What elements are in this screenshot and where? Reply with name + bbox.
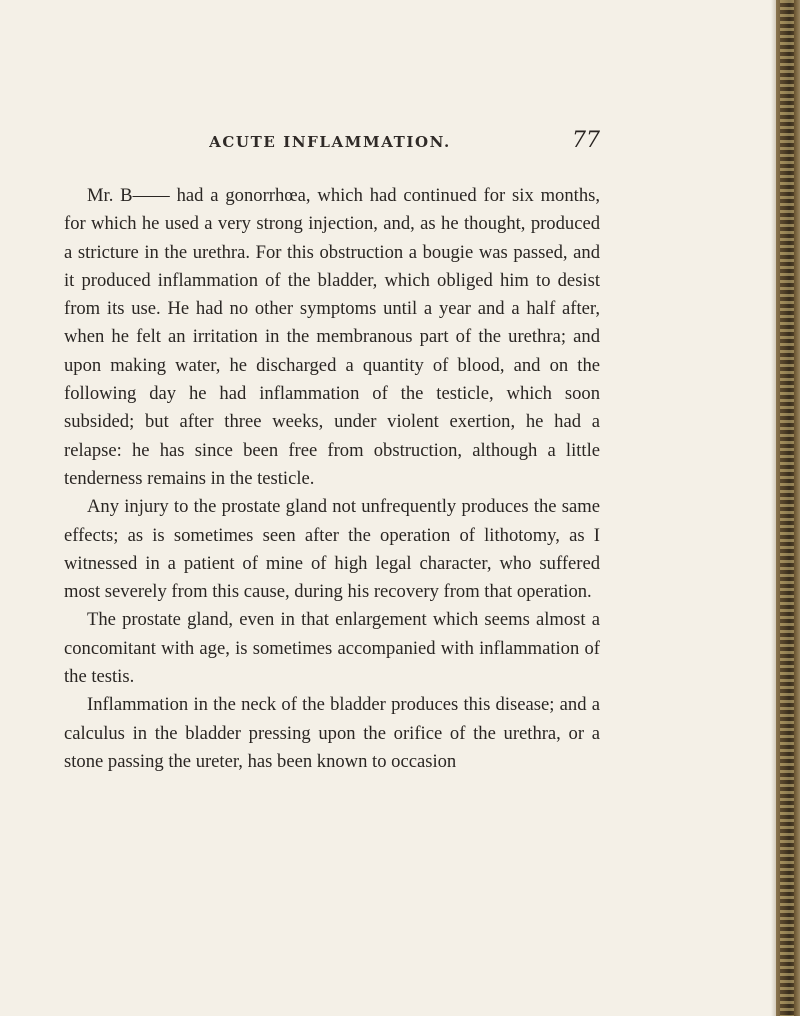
body-text — [64, 182, 600, 776]
paragraph: Any injury to the prostate gland not unfrequently produces the same effects; as is sometimes seen after the operation of lithotomy, as I witnessed in a patient of mine of high legal character, who suffered most severely from this cause, during his recovery from that operation. — [64, 496, 600, 603]
paragraph: The prostate gland, even in that enlargement which seems almost a concomitant with age, is sometimes accompanied with inflammation of the testis. — [64, 609, 600, 688]
paragraph: Inflammation in the neck of the bladder produces this disease; and a calculus in the bladder pressing upon the orifice of the urethra, or a stone passing the ureter, has been known to occasion — [64, 694, 600, 772]
book-edge-strip — [776, 0, 800, 1016]
running-head: ACUTE INFLAMMATION. — [209, 133, 451, 151]
page-header — [60, 128, 600, 159]
paragraph: Mr. B—— had a gonorrhœa, which had continued for six months, for which he used a very strong injection, and, as he thought, produced a stricture in the urethra. For this obstruction a bougie was passed, and it produced inflammation of the bladder, which obliged him to desist from its use. He had no other symptoms until a year and a half after, when he felt an irritation in the membranous part of the urethra; and upon making water, he discharged a quantity of blood, and on the following day he had inflammation of the testicle, which soon subsided; but after three weeks, under violent exertion, he had a relapse: he has since been free from obstruction, although a little tenderness remains in the testicle. — [64, 185, 600, 489]
page-number: 77 — [572, 128, 600, 153]
